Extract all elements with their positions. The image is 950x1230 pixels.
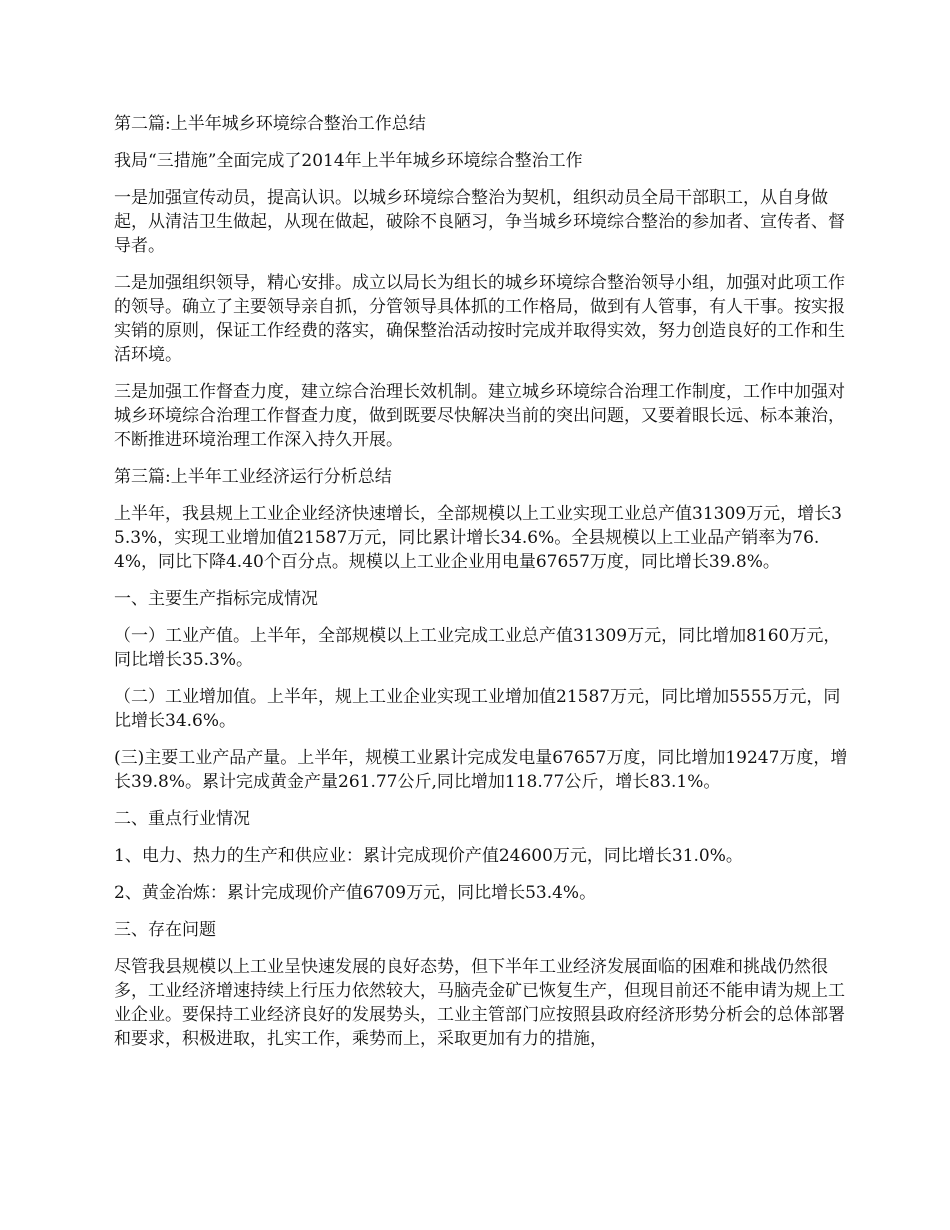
paragraph: 我局“三措施”全面完成了2014年上半年城乡环境综合整治工作 (114, 151, 583, 171)
heading: 三、存在问题 (114, 920, 216, 940)
paragraph: （二）工业增加值。上半年，规上工业企业实现工业增加值21587万元，同比增加5555万元，同比增长34.6%。 (114, 687, 841, 731)
heading: 二、重点行业情况 (114, 809, 250, 829)
paragraph: 尽管我县规模以上工业呈快速发展的良好态势，但下半年工业经济发展面临的困难和挑战仍然很多，工业经济增速持续上行压力依然较大，马脑壳金矿已恢复生产，但现目前还不能申请为规上工业企业。要保持工业经济良好的发展势头，工业主管部门应按照县政府经济形势分析会的总体部署和要求，积极进取，扎实工作，乘势而上，采取更加有力的措施， (114, 957, 845, 1049)
document-body (114, 112, 854, 1064)
section-title-part-two: 第二篇:上半年城乡环境综合整治工作总结 (114, 114, 426, 134)
paragraph: 二是加强组织领导，精心安排。成立以局长为组长的城乡环境综合整治领导小组，加强对此项工作的领导。确立了主要领导亲自抓，分管领导具体抓的工作格局，做到有人管事，有人干事。按实报实销的原则，保证工作经费的落实，确保整治活动按时完成并取得实效，努力创造良好的工作和生活环境。 (114, 273, 845, 365)
paragraph: 三是加强工作督查力度，建立综合治理长效机制。建立城乡环境综合治理工作制度，工作中加强对城乡环境综合治理工作督查力度，做到既要尽快解决当前的突出问题，又要着眼长远、标本兼治，不断推进环境治理工作深入持久开展。 (114, 382, 845, 450)
paragraph: 1、电力、热力的生产和供应业：累计完成现价产值24600万元，同比增长31.0%。 (114, 846, 743, 866)
heading: 一、主要生产指标完成情况 (114, 589, 318, 609)
paragraph: 上半年，我县规上工业企业经济快速增长，全部规模以上工业实现工业总产值31309万元，增长35.3%，实现工业增加值21587万元，同比累计增长34.6%。全县规模以上工业品产销率为76.4%，同比下降4.40个百分点。规模以上工业企业用电量67657万度，同比增长39.8%。 (114, 504, 842, 572)
section-title-part-three: 第三篇:上半年工业经济运行分析总结 (114, 467, 392, 487)
paragraph: （一）工业产值。上半年，全部规模以上工业完成工业总产值31309万元，同比增加8160万元，同比增长35.3%。 (114, 626, 841, 670)
paragraph: 一是加强宣传动员，提高认识。以城乡环境综合整治为契机，组织动员全局干部职工，从自身做起，从清洁卫生做起，从现在做起，破除不良陋习，争当城乡环境综合整治的参加者、宣传者、督导者。 (114, 188, 845, 256)
paragraph: (三)主要工业产品产量。上半年，规模工业累计完成发电量67657万度，同比增加19247万度，增长39.8%。累计完成黄金产量261.77公斤,同比增加118.77公斤，增长83.1%。 (114, 748, 848, 792)
paragraph: 2、黄金冶炼：累计完成现价产值6709万元，同比增长53.4%。 (114, 883, 597, 903)
